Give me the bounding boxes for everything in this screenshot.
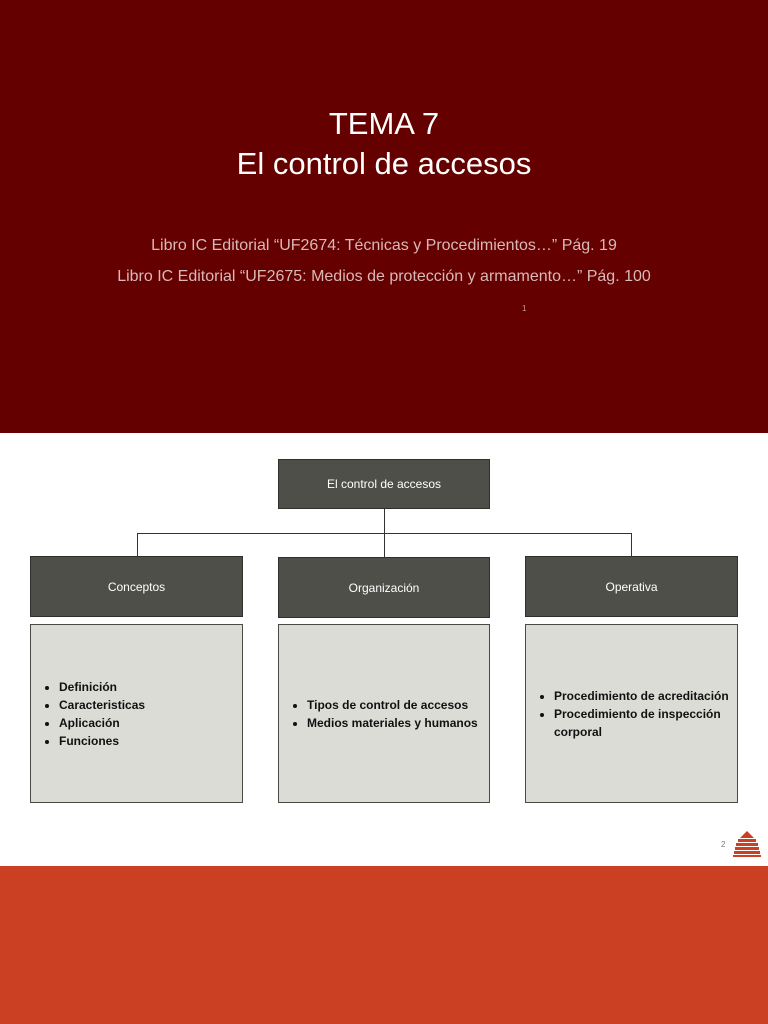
- list-item: • Procedimiento de inspección corporal: [554, 705, 737, 741]
- list-item: • Caracteristicas: [59, 696, 145, 714]
- book-stack-icon: [732, 829, 762, 859]
- connector-middle: [384, 533, 385, 557]
- slide-title-subject: El control de accesos: [236, 146, 532, 181]
- slide-title-topic: TEMA 7: [328, 106, 440, 141]
- connector-root-down: [384, 508, 385, 533]
- column-heading-conceptos: Conceptos: [30, 556, 243, 617]
- column-list-operativa: [525, 624, 738, 803]
- diagram-slide: [0, 433, 768, 866]
- list-item: • Definición: [59, 678, 145, 696]
- column-heading-operativa: Operativa: [525, 556, 738, 617]
- list-item: • Funciones: [59, 732, 145, 750]
- book-reference-2: Libro IC Editorial “UF2675: Medios de protección y armamento…” Pág. 100: [117, 268, 651, 285]
- column-list-organizacion: [278, 624, 490, 803]
- book-reference-1: Libro IC Editorial “UF2674: Técnicas y Procedimientos…” Pág. 19: [151, 237, 617, 254]
- title-slide: [0, 0, 768, 433]
- page-number: 2: [721, 840, 726, 849]
- column-heading-organizacion: Organización: [278, 557, 490, 618]
- list-item: • Tipos de control de accesos: [307, 696, 478, 714]
- list-item: • Medios materiales y humanos: [307, 714, 478, 732]
- page-number: 1: [522, 304, 527, 313]
- connector-right: [631, 533, 632, 557]
- column-list-conceptos: [30, 624, 243, 803]
- root-box: El control de accesos: [278, 459, 490, 509]
- list-item: • Aplicación: [59, 714, 145, 732]
- connector-left: [137, 533, 138, 557]
- list-item: • Procedimiento de acreditación: [554, 687, 737, 705]
- next-slide-partial: [0, 866, 768, 1024]
